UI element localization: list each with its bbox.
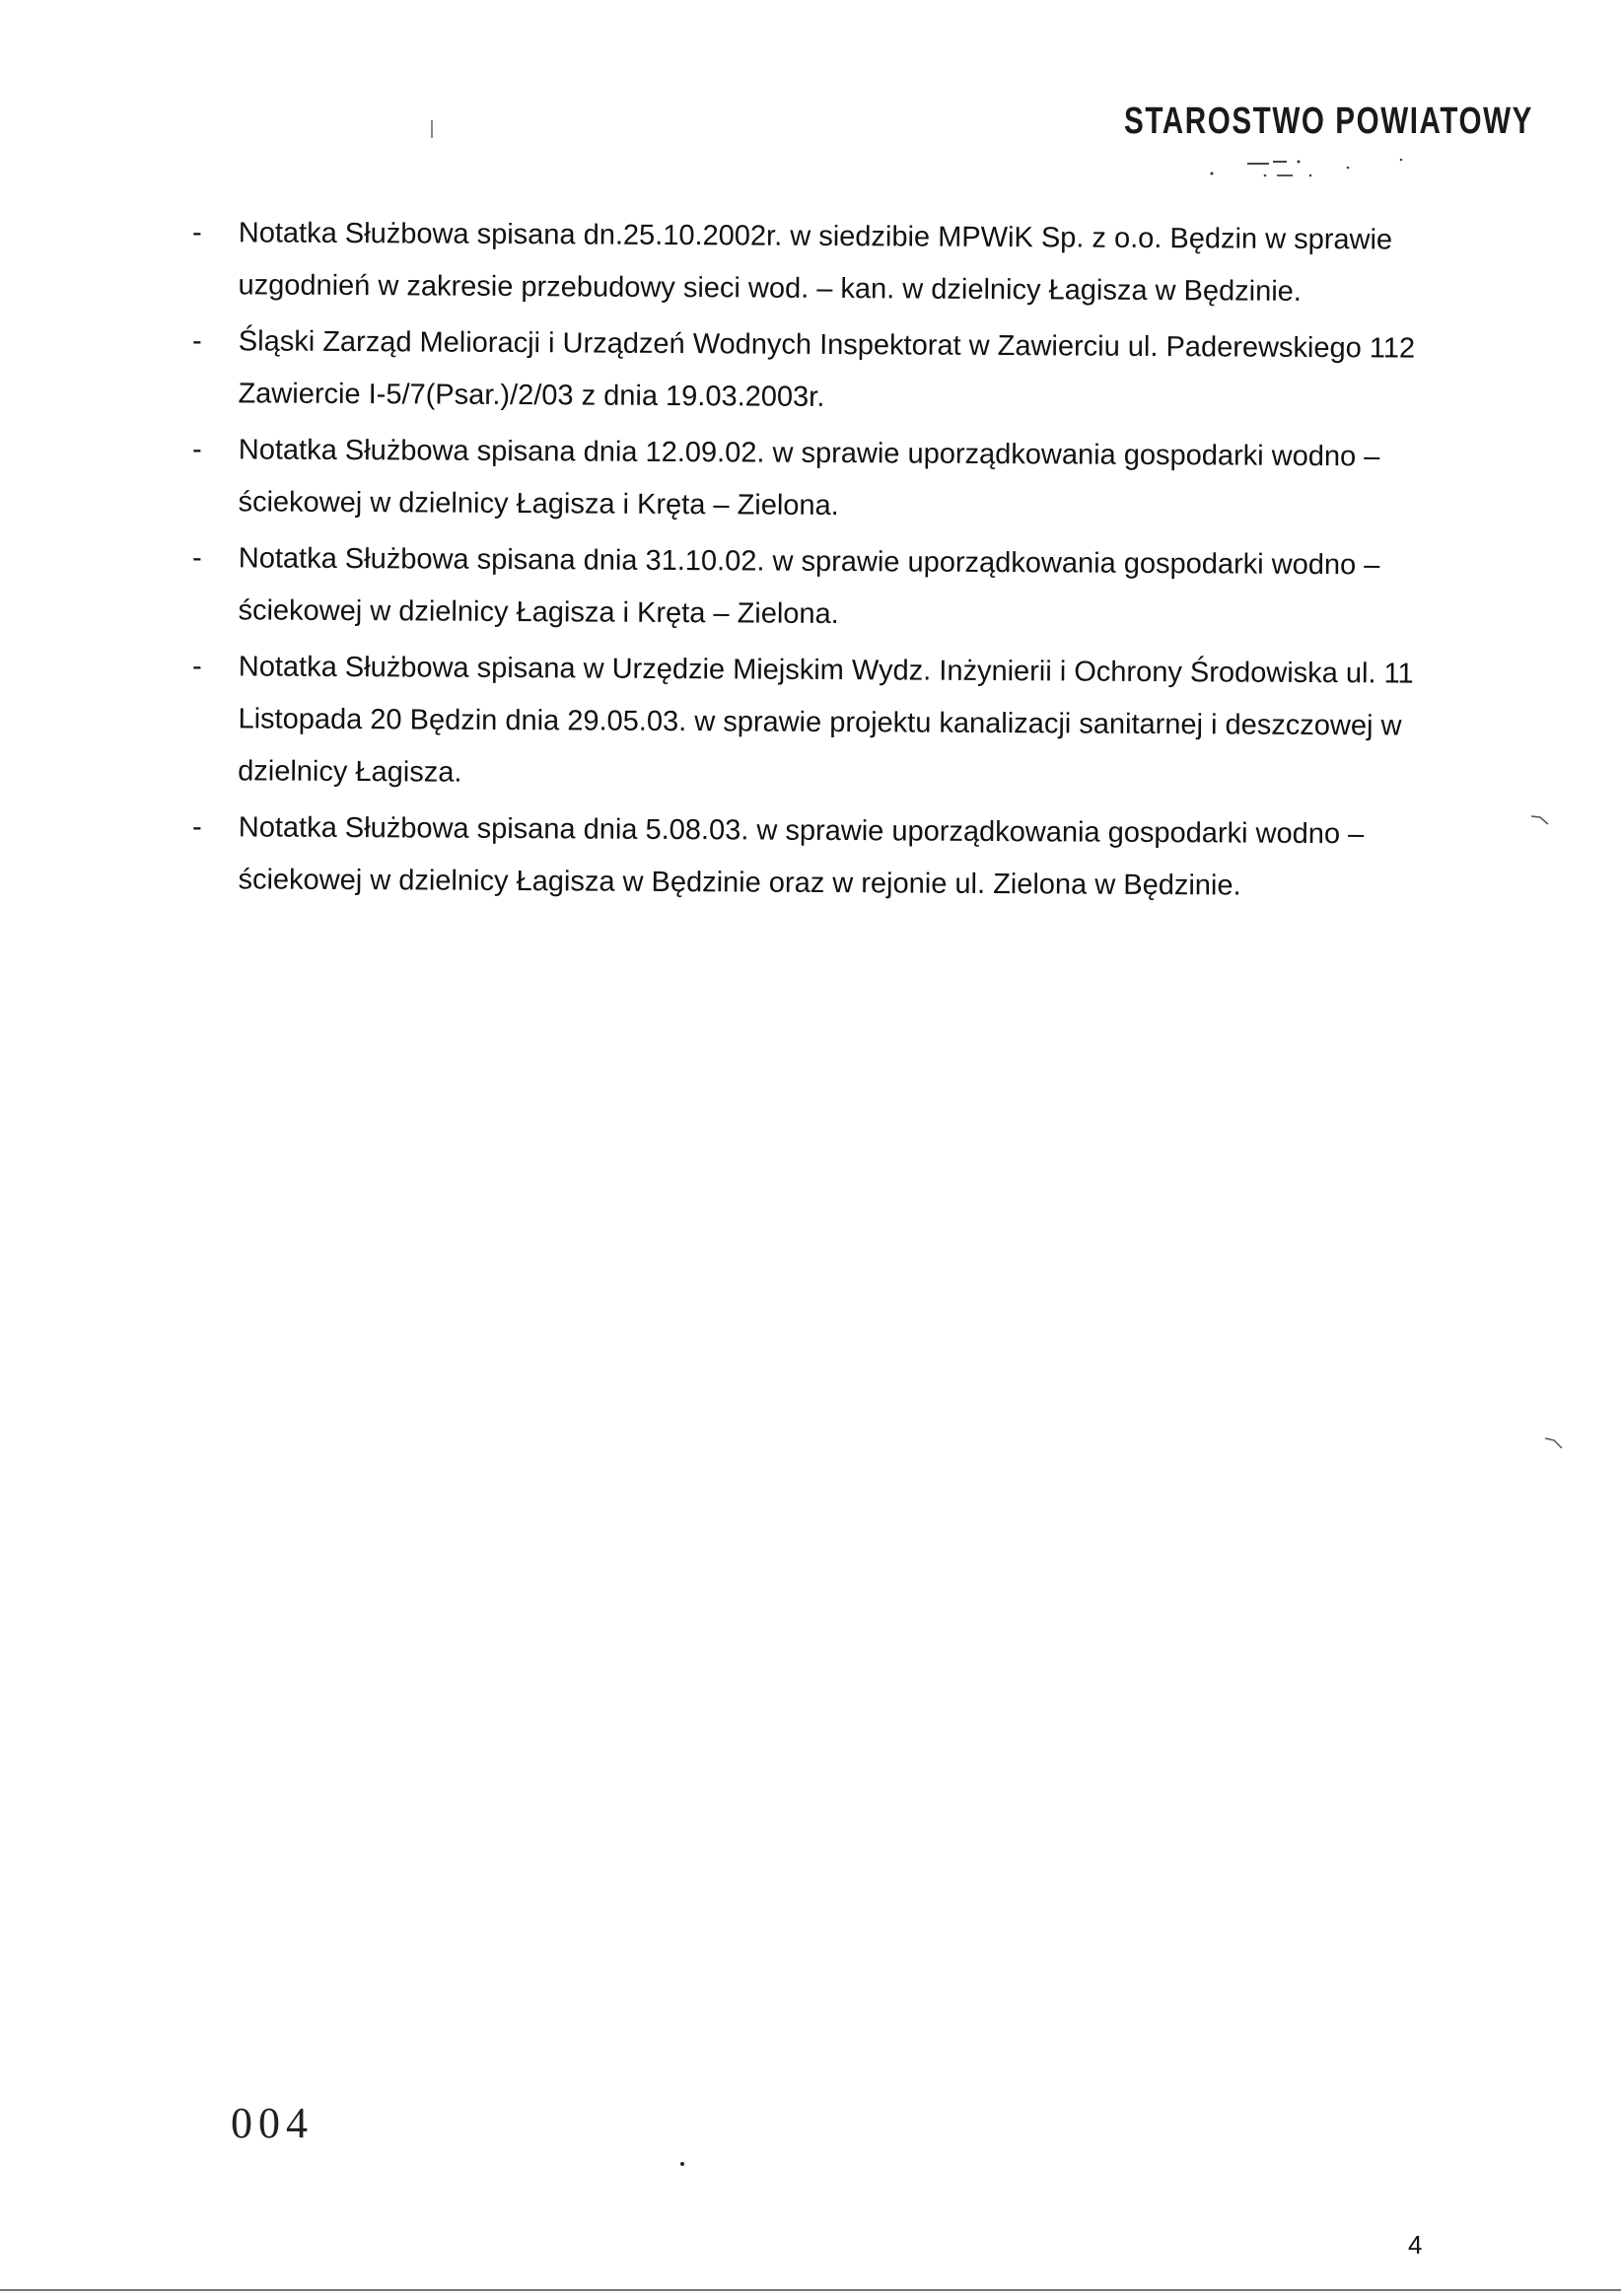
scan-artifact-mark [1544, 1436, 1564, 1450]
document-list [187, 207, 1459, 910]
list-item-text: Notatka Służbowa spisana dnia 5.08.03. w sprawie uporządkowania gospodarki wodno – ściekowej w dzielnicy Łagisza w Będzinie oraz w rejonie ul. Zielona w Będzinie. [238, 811, 1365, 902]
scan-artifact-mark [1530, 814, 1550, 826]
list-bullet: - [191, 434, 202, 466]
page-number: 4 [1408, 2230, 1423, 2260]
list-bullet: - [191, 542, 202, 575]
list-bullet: - [191, 325, 202, 358]
list-item [186, 532, 1459, 645]
scan-artifact-dot [680, 2162, 684, 2166]
page-bottom-edge [0, 2289, 1621, 2291]
list-bullet: - [191, 811, 202, 844]
list-item [186, 424, 1459, 536]
list-item [186, 801, 1459, 914]
list-item [186, 207, 1459, 319]
list-item-text: Notatka Służbowa spisana dnia 12.09.02. w sprawie uporządkowania gospodarki wodno – ściekowej w dzielnicy Łagisza i Kręta – Zielona. [238, 434, 1380, 522]
list-item [186, 641, 1459, 805]
stamp-underline-dots [1208, 156, 1425, 185]
list-item-text: Notatka Służbowa spisana dn.25.10.2002r. w siedzibie MPWiK Sp. z o.o. Będzin w sprawie uzgodnień w zakresie przebudowy sieci wod. – kan. w dzielnicy Łagisza w Będzinie. [238, 217, 1393, 308]
scan-artifact-tick [431, 120, 433, 138]
archive-number: 004 [231, 2099, 314, 2147]
list-bullet: - [191, 217, 202, 249]
list-item-text: Notatka Służbowa spisana w Urzędzie Miejskim Wydz. Inżynierii i Ochrony Środowiska ul. 11 Listopada 20 Będzin dnia 29.05.03. w sprawie projektu kanalizacji sanitarnej i deszczowej w dzielnicy Łagisza. [238, 651, 1414, 789]
list-bullet: - [191, 651, 202, 683]
office-stamp: STAROSTWO POWIATOWY [1124, 101, 1533, 142]
list-item [186, 315, 1459, 428]
list-item-text: Notatka Służbowa spisana dnia 31.10.02. w sprawie uporządkowania gospodarki wodno – ściekowej w dzielnicy Łagisza i Kręta – Zielona. [238, 542, 1380, 631]
list-item-text: Śląski Zarząd Melioracji i Urządzeń Wodnych Inspektorat w Zawierciu ul. Paderewskiego 112 Zawiercie I-5/7(Psar.)/2/03 z dnia 19.03.2003r. [238, 325, 1416, 413]
